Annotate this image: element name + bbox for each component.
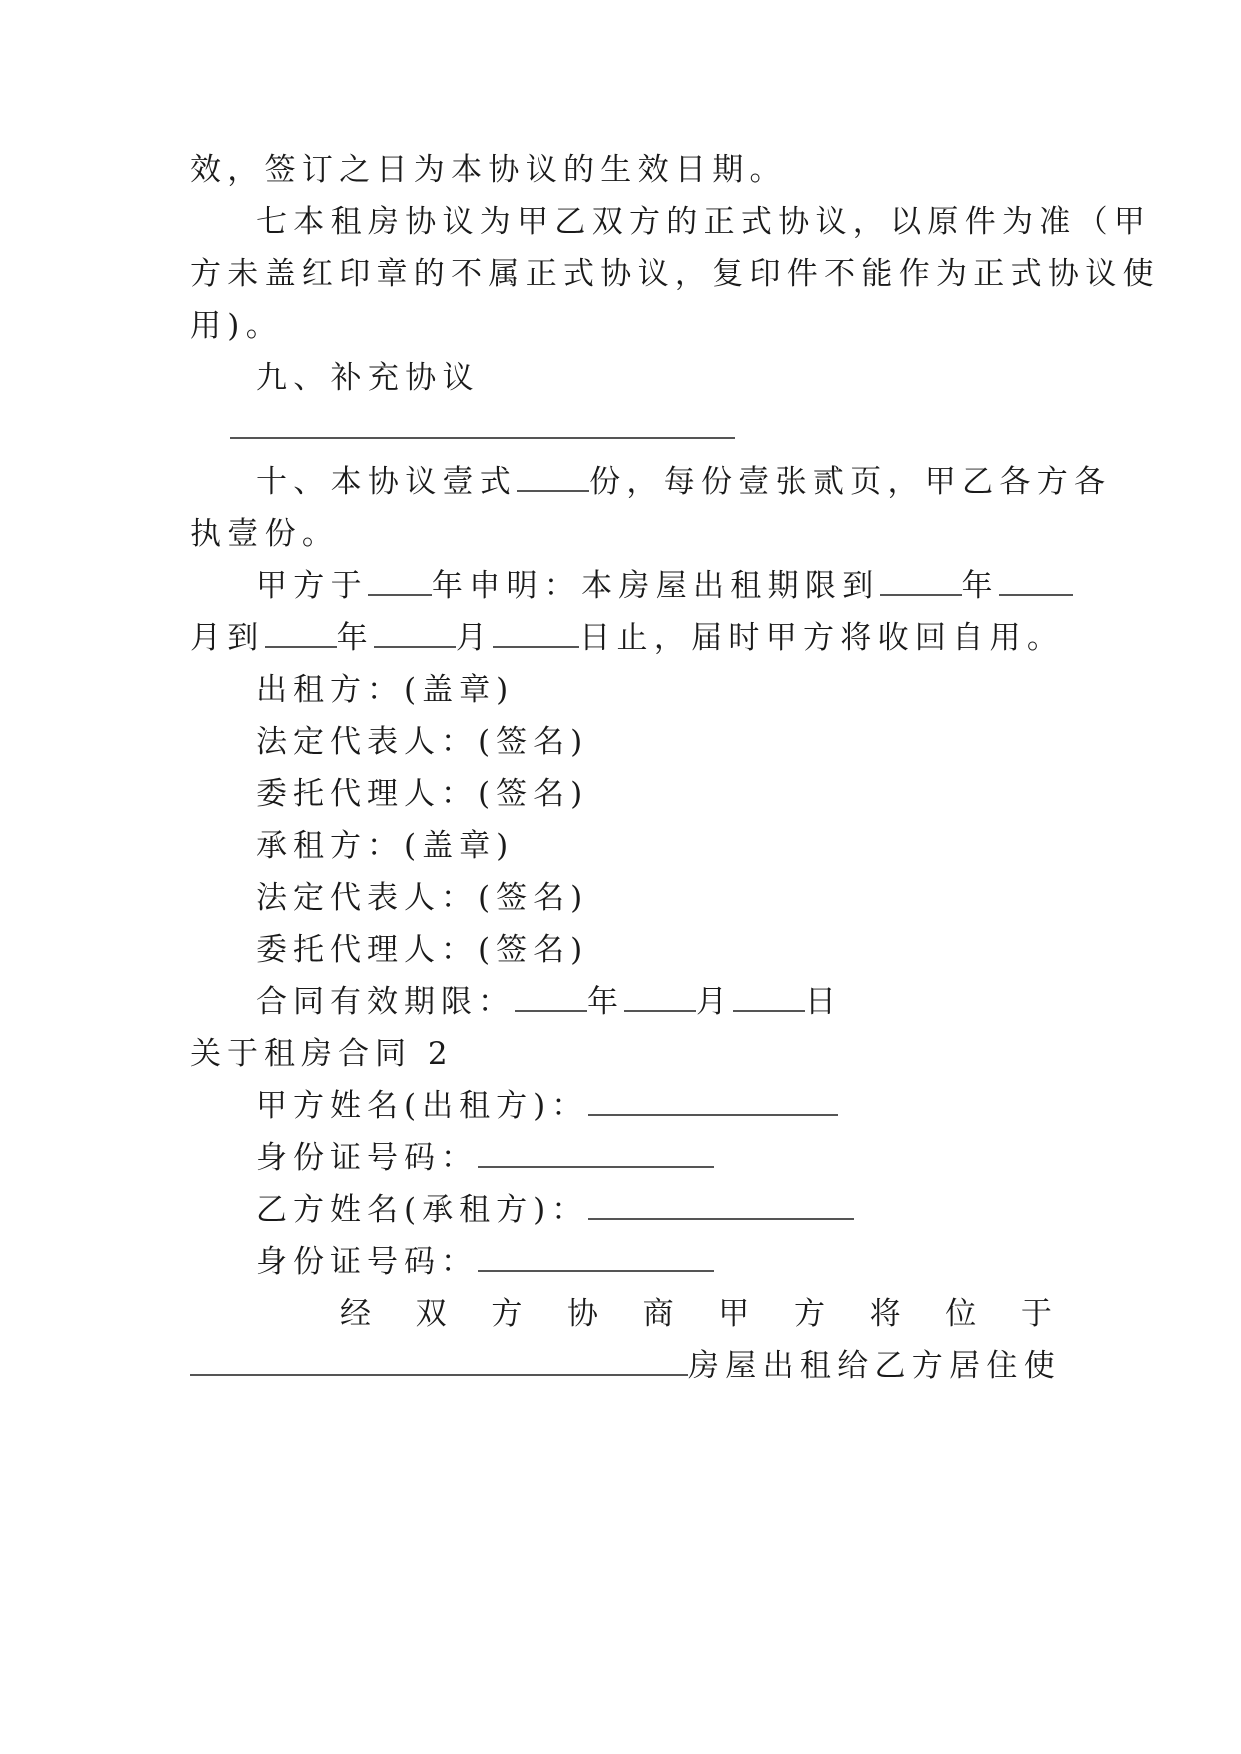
signature-line: 法定代表人：(签名) xyxy=(256,724,589,760)
signature-line: 出租方：(盖章) xyxy=(256,672,515,708)
paragraph-line: 七本租房协议为甲乙双方的正式协议，以原件为准（甲 xyxy=(256,204,1152,240)
blank-field xyxy=(624,983,696,1012)
blank-field xyxy=(368,567,432,596)
blank-field xyxy=(733,983,805,1012)
paragraph-line: 甲方于 年申明：本房屋出租期限到 年 xyxy=(256,566,1052,606)
section-heading: 九、补充协议 xyxy=(256,360,480,396)
party-b-id-blank xyxy=(478,1243,714,1272)
blank-field xyxy=(265,619,337,648)
signature-line: 承租方：(盖章) xyxy=(256,828,515,864)
section-title: 关于租房合同 2 xyxy=(190,1036,454,1072)
party-b-name-blank xyxy=(588,1191,854,1220)
blank-copies xyxy=(517,463,589,492)
blank-field xyxy=(515,983,587,1012)
blank-field xyxy=(999,567,1073,596)
party-a-name-blank xyxy=(588,1087,838,1116)
contract-term-line: 合同有效期限： 年 月 日 xyxy=(256,984,842,1020)
paragraph-line: 方未盖红印章的不属正式协议，复印件不能作为正式协议使 xyxy=(190,256,1160,292)
clause-line: 房屋出租给乙方居住使 xyxy=(190,1346,1052,1386)
property-address-blank xyxy=(190,1347,688,1376)
signature-line: 法定代表人：(签名) xyxy=(256,880,589,916)
paragraph-line: 执壹份。 xyxy=(190,516,340,552)
party-a-id-blank xyxy=(478,1139,714,1168)
paragraph-line: 效，签订之日为本协议的生效日期。 xyxy=(190,152,787,188)
signature-line: 委托代理人：(签名) xyxy=(256,776,589,812)
blank-field xyxy=(493,619,579,648)
clause-line-justified: 经 双 方 协 商 甲 方 将 位 于 xyxy=(340,1296,1052,1332)
paragraph-line: 十、本协议壹式 份，每份壹张贰页，甲乙各方各 xyxy=(256,464,1112,500)
party-b-id-line: 身份证号码： xyxy=(256,1242,1052,1282)
blank-line xyxy=(230,437,735,439)
paragraph-line: 用)。 xyxy=(190,308,283,344)
party-a-id-line: 身份证号码： xyxy=(256,1138,1052,1178)
paragraph-line: 月到 年 月 日止，届时甲方将收回自用。 xyxy=(190,620,1065,656)
party-b-name-line: 乙方姓名(承租方)： xyxy=(256,1190,1052,1230)
blank-field xyxy=(374,619,456,648)
party-a-name-line: 甲方姓名(出租方)： xyxy=(256,1086,1052,1126)
blank-field xyxy=(880,567,962,596)
signature-line: 委托代理人：(签名) xyxy=(256,932,589,968)
